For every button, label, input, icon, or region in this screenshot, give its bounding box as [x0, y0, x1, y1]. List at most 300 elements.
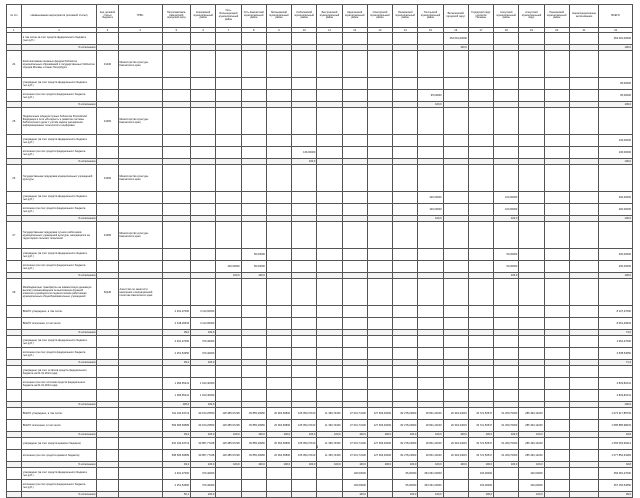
value-cell — [241, 204, 266, 216]
value-cell: 100,00000 — [468, 468, 493, 480]
row-label-cell: % исполнения — [21, 216, 97, 222]
total-cell: 71,3 — [599, 360, 633, 366]
value-cell: 18 801,40100 — [418, 408, 443, 420]
value-cell — [393, 336, 418, 348]
value-cell — [468, 261, 493, 273]
value-cell — [342, 135, 367, 147]
value-cell — [418, 390, 443, 402]
table-row — [7, 468, 633, 480]
value-cell — [241, 135, 266, 147]
value-cell — [393, 33, 418, 45]
item-row — [7, 51, 633, 78]
value-cell: 100,0 — [443, 432, 468, 438]
value-cell — [266, 336, 291, 348]
value-cell — [418, 336, 443, 348]
value-cell — [317, 192, 342, 204]
value-cell — [418, 51, 443, 78]
value-cell — [519, 165, 544, 192]
column-number: 20 — [544, 28, 569, 33]
value-cell — [342, 108, 367, 135]
value-cell: 18 801,40100 — [418, 450, 443, 462]
code-cell — [97, 261, 118, 273]
value-cell: 90 857,77328 — [191, 438, 216, 450]
value-cell: 100,0 — [418, 432, 443, 438]
row-label-cell: ВСЕГО исполнено, в том числе: — [21, 420, 97, 432]
value-cell — [367, 468, 392, 480]
value-cell — [317, 78, 342, 90]
value-cell — [393, 366, 418, 378]
total-cell: 95,00000 — [599, 90, 633, 102]
value-cell — [216, 249, 241, 261]
value-cell — [241, 306, 266, 318]
value-cell — [266, 492, 291, 498]
value-cell — [191, 279, 216, 306]
row-label-cell: исполнено (за счет средств федерального бюджета тыс.руб.) — [21, 261, 97, 273]
row-number-cell — [7, 147, 22, 159]
value-cell: 100,0 — [418, 492, 443, 498]
value-cell — [519, 90, 544, 102]
value-cell — [418, 165, 443, 192]
value-cell: 100,0 — [443, 45, 468, 51]
value-cell — [162, 33, 190, 45]
value-cell — [544, 249, 569, 261]
value-cell — [342, 318, 367, 330]
value-cell — [544, 378, 569, 390]
value-cell — [569, 204, 598, 216]
value-cell — [342, 33, 367, 45]
value-cell — [292, 366, 317, 378]
value-cell — [266, 135, 291, 147]
value-cell — [216, 135, 241, 147]
value-cell: 100,0 — [191, 330, 216, 336]
value-cell — [266, 390, 291, 402]
value-cell: 61 269,70000 — [494, 420, 519, 432]
value-cell — [418, 318, 443, 330]
column-header: ВСЕГО — [599, 5, 633, 28]
value-cell: 100,0 — [191, 492, 216, 498]
value-cell: 100,0 — [367, 432, 392, 438]
value-cell — [418, 135, 443, 147]
code-cell — [97, 366, 118, 378]
value-cell — [468, 204, 493, 216]
value-cell: 454 091,00000 — [443, 33, 468, 45]
column-header: Алеутский муниципальный район — [494, 5, 519, 28]
value-cell — [216, 366, 241, 378]
value-cell — [443, 78, 468, 90]
column-header: Наименование мероприятия (основной статьи) — [21, 5, 97, 28]
value-cell — [342, 390, 367, 402]
value-cell — [292, 108, 317, 135]
column-header: Карагинский муниципальный район — [342, 5, 367, 28]
value-cell: 100,0 — [191, 360, 216, 366]
value-cell — [216, 90, 241, 102]
value-cell: 100,0 — [494, 216, 519, 222]
value-cell — [342, 51, 367, 78]
value-cell — [266, 222, 291, 249]
grbs-cell — [118, 390, 162, 402]
grbs-cell: Министерство культуры Камчатского края — [118, 165, 162, 192]
total-cell: 457 156,54650 — [599, 480, 633, 492]
total-cell: 100,0 — [599, 159, 633, 165]
value-cell — [241, 33, 266, 45]
value-cell — [367, 306, 392, 318]
column-number: 21 — [569, 28, 598, 33]
value-cell: 93 153,26550 — [191, 420, 216, 432]
value-cell — [468, 90, 493, 102]
total-cell: 74,6 — [599, 330, 633, 336]
value-cell — [494, 33, 519, 45]
value-cell — [494, 336, 519, 348]
value-cell: 82 278,23900 — [393, 408, 418, 420]
value-cell — [292, 222, 317, 249]
value-cell — [393, 348, 418, 360]
column-header: Алеутский муниципальный округ — [519, 5, 544, 28]
value-cell — [266, 51, 291, 78]
grbs-cell: Министерство культуры Камчатского края — [118, 108, 162, 135]
value-cell: 99,0 — [162, 330, 190, 336]
value-cell — [342, 249, 367, 261]
value-cell — [266, 78, 291, 90]
total-cell: 136,00000 — [599, 135, 633, 147]
value-cell: 136,00000 — [342, 468, 367, 480]
grbs-cell: Министерство культуры Камчатского края — [118, 222, 162, 249]
value-cell — [544, 78, 569, 90]
column-number: 9 — [266, 28, 291, 33]
value-cell: 100,0 — [418, 102, 443, 108]
value-cell: 45 855,29950 — [241, 450, 266, 462]
value-cell — [393, 222, 418, 249]
value-cell — [418, 249, 443, 261]
grbs-cell — [118, 135, 162, 147]
value-cell — [544, 192, 569, 204]
value-cell — [519, 33, 544, 45]
column-number: 7 — [216, 28, 241, 33]
row-number-cell — [7, 318, 22, 330]
value-cell — [191, 204, 216, 216]
value-cell — [569, 108, 598, 135]
value-cell: 285 493,14200 — [519, 408, 544, 420]
value-cell: 100,0 — [191, 402, 216, 408]
value-cell: 45 855,29950 — [241, 408, 266, 420]
value-cell — [494, 366, 519, 378]
value-cell — [367, 147, 392, 159]
value-cell — [519, 390, 544, 402]
value-cell: 33 721,50547 — [468, 420, 493, 432]
value-cell: 105 950,37100 — [292, 450, 317, 462]
value-cell — [544, 222, 569, 249]
value-cell — [292, 480, 317, 492]
value-cell — [241, 192, 266, 204]
value-cell: 11 366,74300 — [317, 420, 342, 432]
grbs-cell — [118, 306, 162, 318]
value-cell: 118 385,97228 — [216, 408, 241, 420]
column-header: Пенжинский муниципальный район — [393, 5, 418, 28]
column-header: Пенжинский муниципальный район — [544, 5, 569, 28]
value-cell — [367, 348, 392, 360]
value-cell — [418, 108, 443, 135]
total-cell — [599, 165, 633, 192]
value-cell — [519, 108, 544, 135]
value-cell — [519, 306, 544, 318]
value-cell — [216, 204, 241, 216]
table-row — [7, 318, 633, 330]
value-cell: 20 964,56800 — [266, 408, 291, 420]
value-cell — [494, 318, 519, 330]
value-cell — [191, 261, 216, 273]
value-cell — [443, 108, 468, 135]
row-label-cell: Межбюджетные трансферты на ежемесячную денежную выплату вознаграждения за выполнение функций классного руководителя педагогическим работникам муниципальных общеобразовательных учреждений — [21, 279, 97, 306]
value-cell: 100,0 — [519, 462, 544, 468]
total-cell: 100,0 — [599, 102, 633, 108]
value-cell — [443, 261, 468, 273]
value-cell — [418, 366, 443, 378]
value-cell — [342, 192, 367, 204]
value-cell — [317, 318, 342, 330]
value-cell: 18 801,40100 — [418, 420, 443, 432]
code-cell — [97, 420, 118, 432]
value-cell — [443, 348, 468, 360]
value-cell — [266, 378, 291, 390]
value-cell — [317, 222, 342, 249]
column-header: Нераспределенные ассигнования — [569, 5, 598, 28]
column-number: 5 — [162, 28, 190, 33]
value-cell — [191, 147, 216, 159]
value-cell: 20 394,34615 — [443, 420, 468, 432]
value-cell — [367, 135, 392, 147]
value-cell: 100,0 — [519, 432, 544, 438]
row-label-cell: % исполнения — [21, 159, 97, 165]
column-header: Код целевой статьи бюджета — [97, 5, 118, 28]
value-cell: 4 448,29633 — [162, 318, 190, 330]
value-cell — [393, 378, 418, 390]
value-cell — [519, 51, 544, 78]
row-label-cell: исполнено (за счет средств федерального бюджета тыс.руб.) — [21, 204, 97, 216]
row-label-cell: утверждено (за счет средств федерального бюджета тыс.руб.) — [21, 249, 97, 261]
column-header: Елизовский муниципальный район — [191, 5, 216, 28]
value-cell — [216, 78, 241, 90]
value-cell: 100,0 — [216, 432, 241, 438]
value-cell: 45 855,29950 — [241, 420, 266, 432]
value-cell — [494, 468, 519, 480]
value-cell — [367, 192, 392, 204]
value-cell: 50,00000 — [241, 261, 266, 273]
value-cell — [241, 492, 266, 498]
column-header: Усть-Камчатский муниципальный район — [241, 5, 266, 28]
value-cell: 100,0 — [393, 462, 418, 468]
row-label-cell: утверждено (за счет средств федерального бюджета тыс.руб.) — [21, 468, 97, 480]
total-cell: 200,00000 — [599, 192, 633, 204]
value-cell — [292, 51, 317, 78]
value-cell — [443, 366, 468, 378]
value-cell: 2 251,54650 — [162, 348, 190, 360]
grbs-cell — [118, 450, 162, 462]
value-cell — [569, 261, 598, 273]
table-row — [7, 147, 633, 159]
value-cell — [241, 78, 266, 90]
value-cell: 127 606,30000 — [367, 420, 392, 432]
code-cell: 31450 — [97, 165, 118, 192]
value-cell — [317, 147, 342, 159]
grbs-cell — [118, 192, 162, 204]
row-number-cell: 24 — [7, 51, 22, 78]
value-cell: 20 964,56800 — [266, 450, 291, 462]
value-cell — [317, 204, 342, 216]
grbs-cell — [118, 90, 162, 102]
value-cell: 568 695,69589 — [162, 450, 190, 462]
grbs-cell — [118, 78, 162, 90]
row-number-cell — [7, 366, 22, 378]
value-cell: 1 996,65241 — [162, 390, 190, 402]
row-number-cell — [7, 78, 22, 90]
value-cell: 20 964,56800 — [266, 438, 291, 450]
value-cell — [569, 480, 598, 492]
value-cell — [544, 336, 569, 348]
value-cell — [468, 348, 493, 360]
value-cell: 100,0 — [241, 273, 266, 279]
value-cell — [241, 318, 266, 330]
row-label-cell: утверждено (за счет остатков средств федерального бюджета на 01.01.2014 года) — [21, 366, 97, 378]
code-cell — [97, 78, 118, 90]
value-cell — [569, 192, 598, 204]
value-cell: 569 695,69589 — [162, 420, 190, 432]
value-cell — [241, 222, 266, 249]
value-cell — [162, 279, 190, 306]
value-cell — [317, 261, 342, 273]
row-label-cell: Комплектование книжных фондов библиотек муниципальных образований и государственных библиотек городов Москвы и Санкт-Петербурга — [21, 51, 97, 78]
value-cell: 611 343,63713 — [162, 408, 190, 420]
value-cell — [544, 51, 569, 78]
value-cell: 95,00000 — [393, 468, 418, 480]
code-cell — [97, 336, 118, 348]
value-cell — [393, 279, 418, 306]
item-row — [7, 279, 633, 306]
value-cell — [162, 192, 190, 204]
total-cell: 1 673 317,88703 — [599, 408, 633, 420]
value-cell — [544, 165, 569, 192]
value-cell — [494, 135, 519, 147]
value-cell — [162, 249, 190, 261]
value-cell — [342, 378, 367, 390]
value-cell — [367, 108, 392, 135]
code-cell — [97, 249, 118, 261]
value-cell — [544, 492, 569, 498]
value-cell — [266, 192, 291, 204]
value-cell — [418, 306, 443, 318]
value-cell — [519, 192, 544, 204]
value-cell — [292, 279, 317, 306]
value-cell — [367, 279, 392, 306]
value-cell: 4 491,27000 — [162, 306, 190, 318]
value-cell: 82 278,23900 — [393, 450, 418, 462]
value-cell: 100,0 — [317, 432, 342, 438]
value-cell — [266, 279, 291, 306]
total-cell: 3 833,82241 — [599, 390, 633, 402]
grbs-cell — [118, 408, 162, 420]
value-cell — [241, 480, 266, 492]
row-number-cell — [7, 480, 22, 492]
column-number: 6 — [191, 28, 216, 33]
value-cell — [317, 135, 342, 147]
value-cell: 285 493,14200 — [519, 450, 544, 462]
value-cell: 100,0 — [468, 462, 493, 468]
value-cell: 33 721,50547 — [468, 408, 493, 420]
value-cell — [292, 261, 317, 273]
value-cell — [393, 108, 418, 135]
page-number: 4 — [316, 444, 319, 449]
value-cell: 50,00000 — [494, 261, 519, 273]
value-cell — [317, 90, 342, 102]
value-cell — [317, 366, 342, 378]
value-cell — [342, 165, 367, 192]
value-cell: 100,00000 — [418, 204, 443, 216]
row-label-cell: исполнено (за счет средств федерального бюджета тыс.руб.) — [21, 348, 97, 360]
total-cell: 95,00000 — [599, 78, 633, 90]
value-cell: 50,00000 — [241, 249, 266, 261]
value-cell — [418, 378, 443, 390]
value-cell: 100,0 — [468, 492, 493, 498]
table-row — [7, 390, 633, 402]
value-cell — [544, 450, 569, 462]
value-cell — [569, 279, 598, 306]
value-cell — [317, 108, 342, 135]
value-cell: 95,00000 — [393, 480, 418, 492]
value-cell — [292, 336, 317, 348]
row-number-cell — [7, 420, 22, 432]
value-cell: 100,0 — [342, 432, 367, 438]
row-label-cell: Государственная поддержка лучших работников муниципальных учреждений культуры, находящихся на территориях сельских поселений — [21, 222, 97, 249]
value-cell — [443, 390, 468, 402]
value-cell — [569, 492, 598, 498]
column-number: 2 — [21, 28, 97, 33]
value-cell — [292, 390, 317, 402]
code-cell — [97, 492, 118, 498]
value-cell: 100,00000 — [216, 261, 241, 273]
total-cell: 200,00000 — [599, 261, 633, 273]
row-number-cell — [7, 438, 22, 450]
value-cell — [468, 135, 493, 147]
value-cell — [342, 279, 367, 306]
row-label-cell: % исполнения — [21, 330, 97, 336]
value-cell: 454 091,00000 — [418, 480, 443, 492]
value-cell — [191, 33, 216, 45]
value-cell — [292, 468, 317, 480]
table-row — [7, 420, 633, 432]
grbs-cell — [118, 480, 162, 492]
value-cell — [544, 390, 569, 402]
value-cell — [468, 249, 493, 261]
row-number-cell — [7, 492, 22, 498]
header-row — [7, 5, 633, 28]
value-cell — [393, 147, 418, 159]
row-number-cell — [7, 306, 22, 318]
value-cell — [468, 165, 493, 192]
value-cell — [519, 261, 544, 273]
value-cell — [468, 279, 493, 306]
table-row — [7, 33, 633, 45]
code-cell — [97, 318, 118, 330]
value-cell — [519, 135, 544, 147]
table-row — [7, 366, 633, 378]
value-cell — [393, 390, 418, 402]
value-cell — [569, 222, 598, 249]
value-cell — [241, 468, 266, 480]
row-label-cell: % исполнения — [21, 432, 97, 438]
value-cell — [216, 378, 241, 390]
value-cell — [317, 492, 342, 498]
value-cell: 93 153,26550 — [191, 408, 216, 420]
value-cell — [266, 366, 291, 378]
value-cell — [216, 51, 241, 78]
